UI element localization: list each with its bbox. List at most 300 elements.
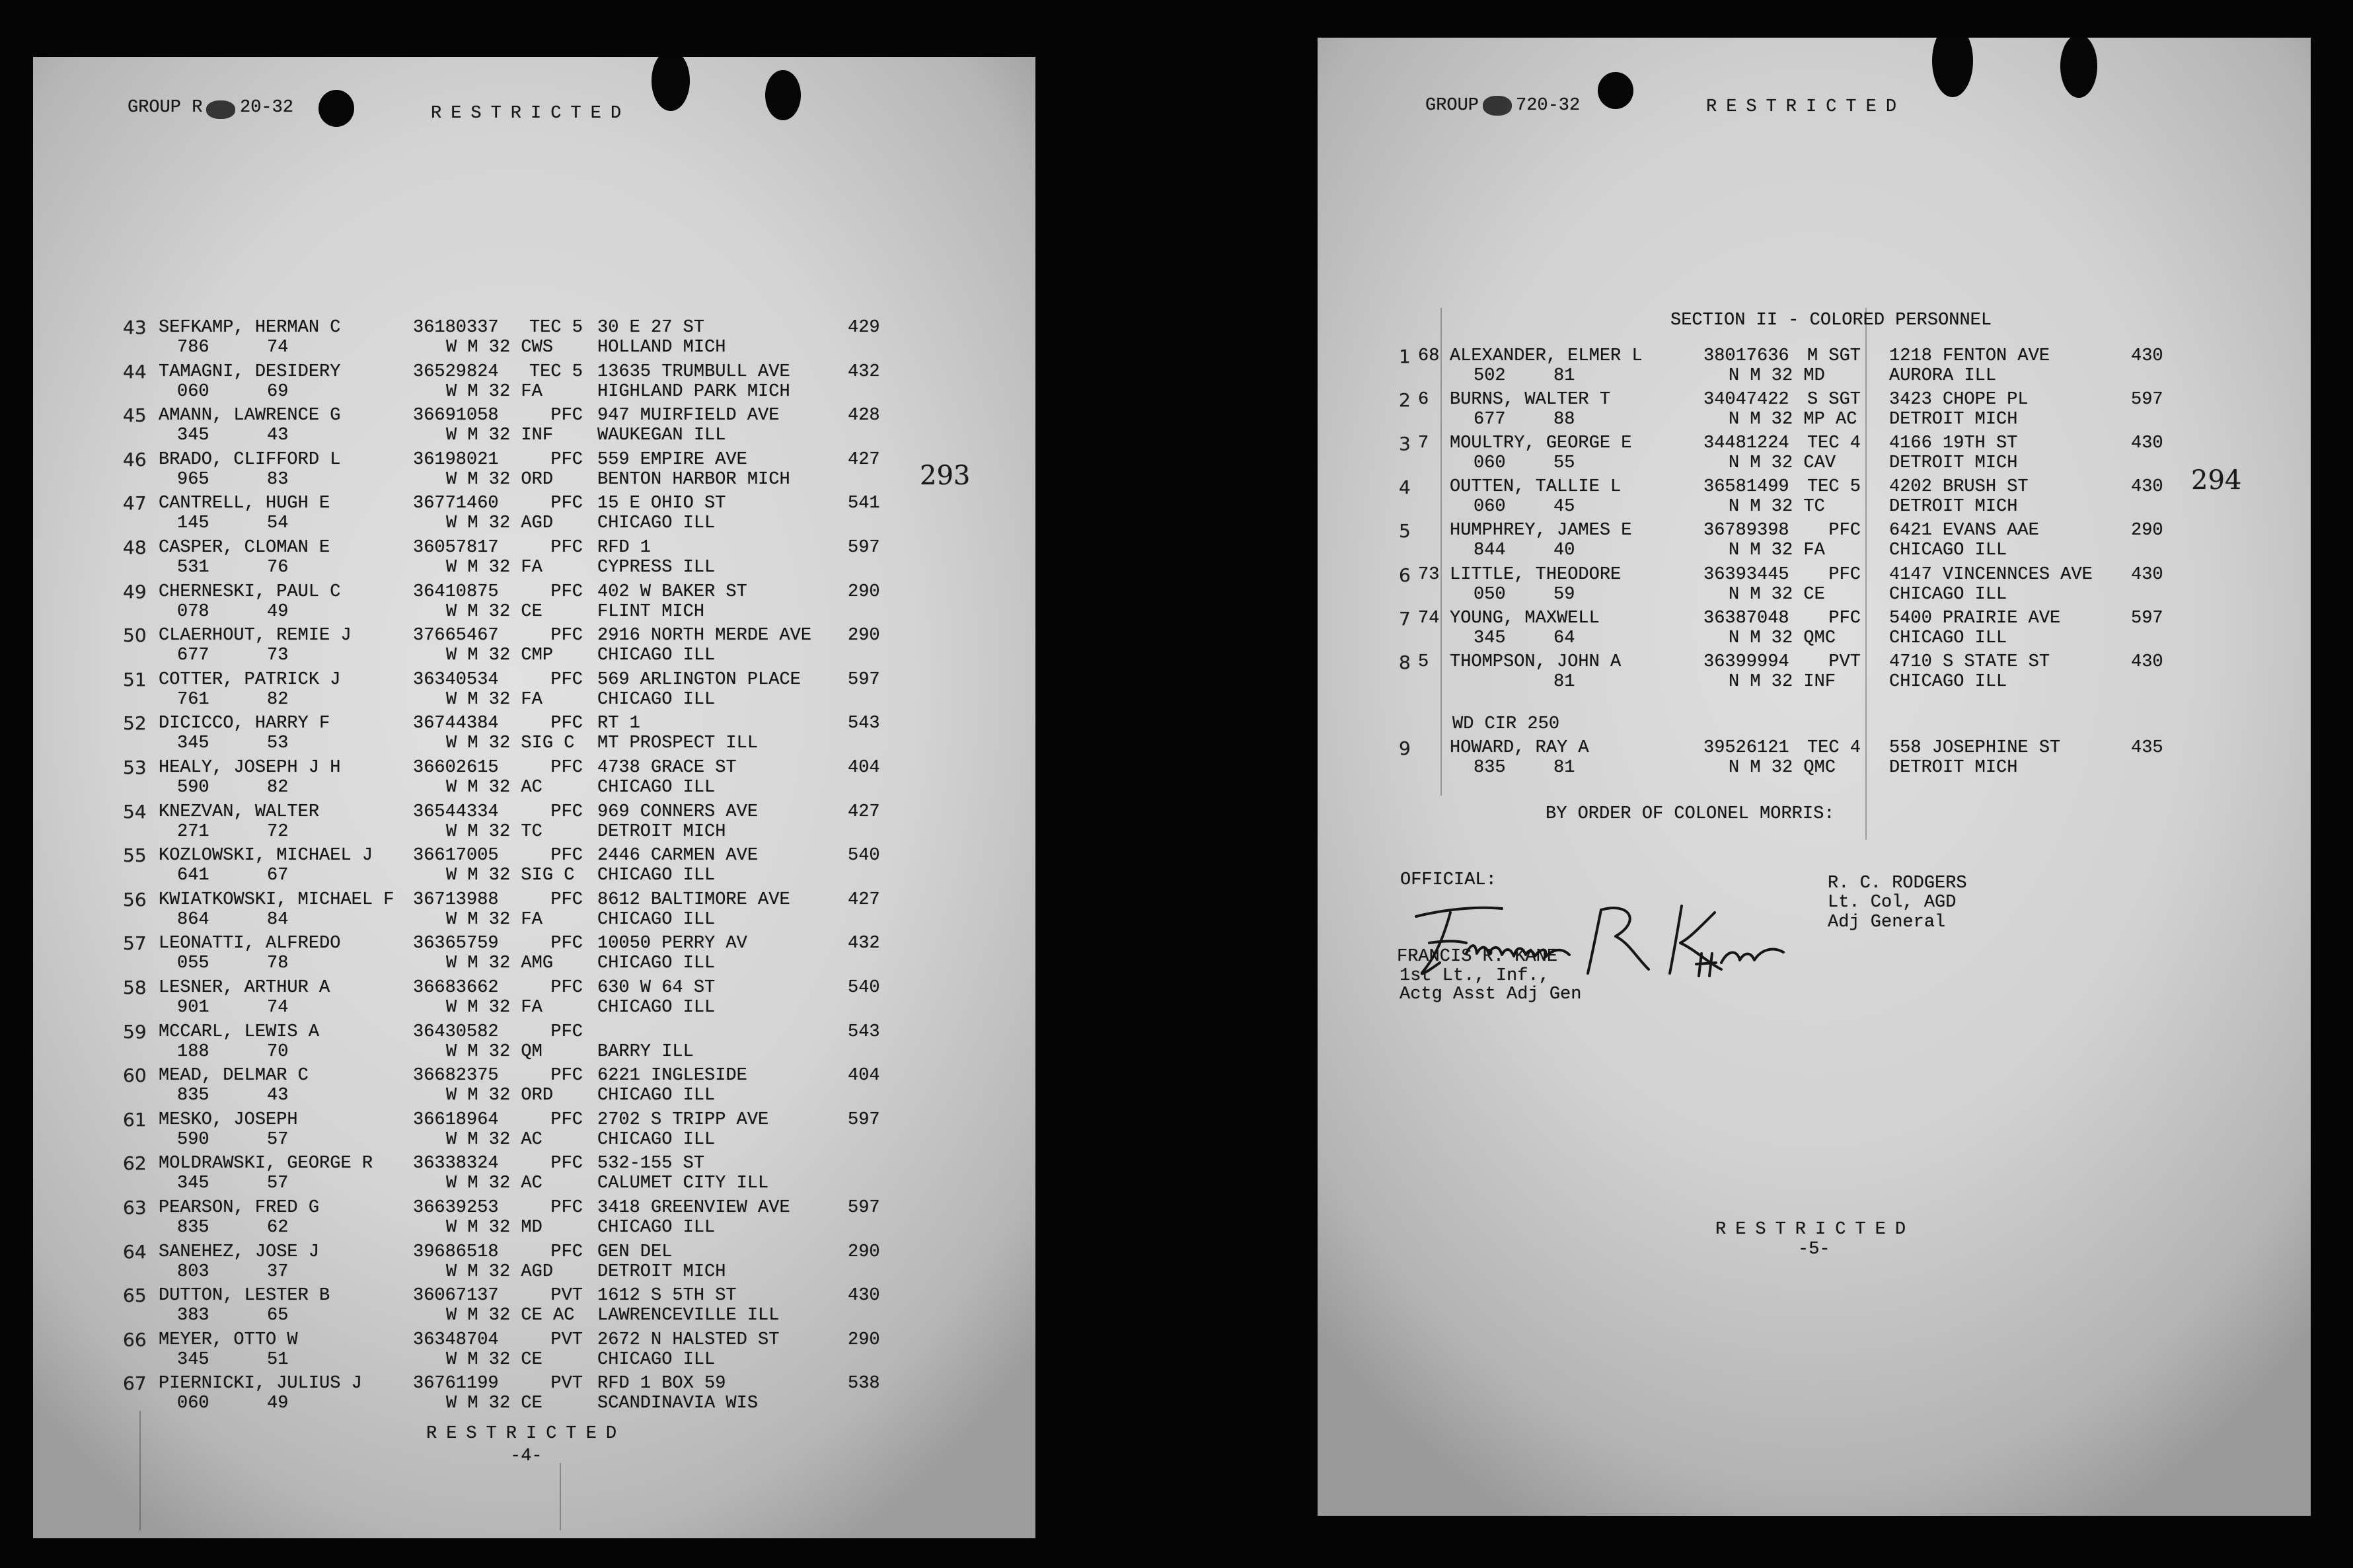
grade: PFC [1828,521,1861,541]
address-line-2: DETROIT MICH [597,1261,726,1282]
roster-row [33,1328,1035,1371]
roster-page-right [1318,38,2311,1516]
destination-code: 430 [2131,564,2163,585]
code-b: 62 [267,1218,289,1238]
soldier-name: TAMAGNI, DESIDERY [159,361,341,382]
column-rule [139,1411,141,1530]
soldier-name: CLAERHOUT, REMIE J [159,626,352,646]
row-number: 1 [1399,346,1411,367]
serial-number: 36581499 [1703,477,1789,498]
code-a: 965 [177,469,209,490]
serial-number: 36771460 [413,494,499,514]
roster-row [33,404,1035,447]
row-number: 66 [123,1328,147,1351]
code-a: 345 [177,426,209,446]
destination-code: 540 [848,846,880,866]
unit-code: N M 32 CE [1729,584,1825,605]
grade: PFC [550,1066,583,1086]
code-b: 43 [267,1086,289,1106]
roster-row [33,888,1035,931]
soldier-name: AMANN, LAWRENCE G [159,406,341,426]
row-number: 48 [123,537,147,558]
unit-code: W M 32 QM [446,1041,542,1062]
grade: TEC 5 [1807,477,1861,498]
unit-code: W M 32 AC [446,1129,542,1150]
row-number: 7 [1399,607,1411,630]
roster-row [1318,607,2311,650]
address-line-2: SCANDINAVIA WIS [597,1394,759,1414]
address-line-1: 559 EMPIRE AVE [597,449,747,470]
address-line-1: 2916 NORTH MERDE AVE [597,626,812,646]
address-line-1: 4710 S STATE ST [1889,652,2050,672]
roster-row [33,319,1035,359]
serial-number: 39686518 [413,1242,499,1262]
roster-row [1318,391,2311,431]
group-header-number: 20-32 [240,98,294,118]
grade: TEC 5 [529,318,583,338]
code-b: 74 [267,338,289,357]
code-a: 835 [177,1086,209,1106]
address-line-1: RFD 1 [597,538,652,558]
address-line-2: FLINT MICH [597,601,705,622]
unit-code: W M 32 SIG C [446,866,575,886]
destination-code: 597 [848,1198,880,1218]
row-number: 45 [123,404,147,427]
row-number: 2 [1399,389,1411,412]
code-b: 59 [1553,584,1575,605]
destination-code: 597 [2131,608,2163,628]
serial-number: 39526121 [1703,738,1789,758]
code-b: 54 [267,513,289,534]
soldier-name: PEARSON, FRED G [159,1198,320,1218]
restricted-header: RESTRICTED [1706,97,1906,117]
code-b: 53 [267,733,289,754]
code-b: 73 [267,646,289,666]
soldier-name: THOMPSON, JOHN A [1450,652,1622,672]
unit-code: N M 32 TC [1729,497,1825,517]
soldier-name: YOUNG, MAXWELL [1450,608,1600,628]
code-b: 81 [1553,671,1575,692]
address-line-2: WAUKEGAN ILL [597,426,726,446]
roster-row [33,492,1035,535]
unit-code: W M 32 INF [446,426,554,446]
grade: TEC 4 [1807,433,1861,454]
row-number: 52 [123,712,147,735]
grade: PFC [550,1154,583,1174]
grade: TEC 5 [529,361,583,382]
roster-row [1318,566,2311,606]
signer-right-title: Adj General [1828,913,1946,932]
typed-number: 5 [1418,652,1429,672]
row-number: 47 [123,492,147,515]
address-line-1: 5400 PRAIRIE AVE [1889,608,2061,628]
unit-code: N M 32 QMC [1729,628,1836,648]
code-b: 88 [1553,410,1575,430]
roster-row [33,844,1035,887]
serial-number: 34481224 [1703,433,1789,454]
roster-row [1318,522,2311,562]
serial-number: 37665467 [413,626,499,646]
row-number: 56 [123,888,147,911]
roster-row [33,360,1035,403]
grade: PFC [550,449,583,470]
code-b: 43 [267,426,289,446]
serial-number: 36365759 [413,934,499,954]
unit-code: W M 32 FA [446,558,542,578]
grade: PFC [550,714,583,734]
address-line-1: 2446 CARMEN AVE [597,846,759,866]
code-a: 803 [177,1261,209,1282]
address-line-2: CHICAGO ILL [1889,628,2007,648]
address-line-1: 969 CONNERS AVE [597,802,759,822]
code-a: 641 [177,866,209,886]
serial-number: 34047422 [1703,390,1789,410]
soldier-name: CHERNESKI, PAUL C [159,581,341,602]
unit-code: N M 32 MP AC [1729,410,1857,430]
roster-row [33,448,1035,491]
address-line-2: CHICAGO ILL [597,513,716,534]
soldier-name: SEFKAMP, HERMAN C [159,318,341,338]
row-number: 67 [123,1372,147,1395]
grade: PFC [550,494,583,514]
soldier-name: MESKO, JOSEPH [159,1109,298,1130]
roster-row [33,539,1035,579]
destination-code: 290 [2131,521,2163,541]
grade: PFC [550,934,583,954]
ink-smudge [206,100,235,119]
page-number: -5- [1798,1240,1830,1259]
unit-code: W M 32 SIG C [446,733,575,754]
destination-code: 430 [848,1286,880,1306]
code-b: 49 [267,1394,289,1414]
serial-number: 36683662 [413,978,499,998]
address-line-1: 10050 PERRY AV [597,934,747,954]
grade: TEC 4 [1807,738,1861,758]
code-a: 055 [177,953,209,974]
roster-row [33,580,1035,623]
destination-code: 430 [2131,433,2163,454]
code-b: 81 [1553,758,1575,778]
group-header-number: 720-32 [1516,96,1581,116]
address-line-1: 30 E 27 ST [597,318,705,338]
serial-number: 36761199 [413,1374,499,1394]
code-b: 40 [1553,541,1575,561]
roster-row [33,1240,1035,1283]
unit-code: W M 32 ORD [446,1086,554,1106]
destination-code: 543 [848,1022,880,1042]
signer-left-name: FRANCIS R. KANE [1397,947,1558,967]
destination-code: 540 [848,978,880,998]
row-number: 60 [123,1064,147,1087]
roster-row [33,1199,1035,1239]
address-line-2: CALUMET CITY ILL [597,1174,769,1194]
unit-code: W M 32 CE [446,601,542,622]
group-header: GROUP [1425,96,1479,116]
roster-row [33,1020,1035,1063]
unit-code: W M 32 CE AC [446,1306,575,1326]
roster-row [33,1372,1035,1415]
page-stamp: 293 [920,461,971,491]
unit-code: W M 32 AGD [446,513,554,534]
destination-code: 538 [848,1374,880,1394]
destination-code: 432 [848,934,880,954]
destination-code: 427 [848,802,880,822]
serial-number: 36410875 [413,581,499,602]
address-line-1: 1612 S 5TH ST [597,1286,737,1306]
grade: PFC [550,1198,583,1218]
address-line-1: 4147 VINCENNCES AVE [1889,564,2093,585]
signer-right-rank: Lt. Col, AGD [1828,893,1957,913]
binder-hole-icon [2060,38,2097,98]
destination-code: 597 [848,538,880,558]
code-b: 49 [267,601,289,622]
address-line-2: CHICAGO ILL [597,689,716,710]
unit-code: W M 32 TC [446,821,542,842]
row-number: 61 [123,1108,147,1131]
code-b: 74 [267,998,289,1018]
address-line-2: CHICAGO ILL [597,778,716,798]
destination-code: 430 [2131,652,2163,672]
address-line-1: 6221 INGLESIDE [597,1066,747,1086]
address-line-2: AURORA ILL [1889,366,1997,386]
code-a: 761 [177,689,209,710]
soldier-name: MEAD, DELMAR C [159,1066,309,1086]
soldier-name: CASPER, CLOMAN E [159,538,330,558]
unit-code: W M 32 AC [446,778,542,798]
soldier-name: LEONATTI, ALFREDO [159,934,341,954]
soldier-name: ALEXANDER, ELMER L [1450,346,1643,366]
serial-number: 36338324 [413,1154,499,1174]
roster-row [33,668,1035,711]
roster-row [1318,435,2311,474]
group-header: GROUP R [128,98,203,118]
code-b: 82 [267,778,289,798]
address-line-1: 4202 BRUSH ST [1889,477,2029,498]
address-line-1: 13635 TRUMBULL AVE [597,361,790,382]
row-number: 50 [123,624,147,647]
address-line-2: HIGHLAND PARK MICH [597,381,790,402]
roster-row [33,712,1035,755]
code-b: 81 [1553,366,1575,386]
destination-code: 432 [848,361,880,382]
code-a: 590 [177,1129,209,1150]
grade: PFC [550,1242,583,1262]
grade: PFC [550,846,583,866]
section-title: SECTION II - COLORED PERSONNEL [1670,311,1992,330]
signer-left-rank: 1st Lt., Inf., [1400,966,1550,986]
soldier-name: HUMPHREY, JAMES E [1450,521,1632,541]
row-number: 54 [123,800,147,823]
soldier-name: MOLDRAWSKI, GEORGE R [159,1154,373,1174]
code-a: 835 [177,1218,209,1238]
roster-row [1318,478,2311,518]
destination-code: 290 [848,1242,880,1262]
code-a: 677 [177,646,209,666]
row-number: 9 [1399,737,1411,759]
typed-number: 73 [1418,564,1440,585]
grade: M SGT [1807,346,1861,366]
binder-hole-icon [1932,38,1973,97]
grade: PFC [550,889,583,910]
serial-number: 36340534 [413,669,499,690]
address-line-2: CHICAGO ILL [597,646,716,666]
address-line-2: BENTON HARBOR MICH [597,469,790,490]
code-b: 78 [267,953,289,974]
row-number: 46 [123,448,147,470]
address-line-1: 1218 FENTON AVE [1889,346,2050,366]
serial-number: 36617005 [413,846,499,866]
serial-number: 36639253 [413,1198,499,1218]
code-b: 65 [267,1306,289,1326]
by-order-line: BY ORDER OF COLONEL MORRIS: [1546,804,1835,824]
code-a: 835 [1474,758,1506,778]
unit-code: N M 32 FA [1729,541,1825,561]
grade: PVT [1828,652,1861,672]
code-a: 383 [177,1306,209,1326]
unit-code: N M 32 QMC [1729,758,1836,778]
address-line-1: 630 W 64 ST [597,978,716,998]
soldier-name: SANEHEZ, JOSE J [159,1242,320,1262]
typed-number: 6 [1418,390,1429,410]
serial-number: 36393445 [1703,564,1789,585]
grade: PFC [1828,608,1861,628]
code-a: 901 [177,998,209,1018]
address-line-1: RT 1 [597,714,640,734]
soldier-name: CANTRELL, HUGH E [159,494,330,514]
address-line-2: DETROIT MICH [1889,410,2018,430]
signer-left-title: Actg Asst Adj Gen [1400,985,1582,1004]
soldier-name: MEYER, OTTO W [159,1329,298,1350]
serial-number: 36544334 [413,802,499,822]
unit-code: W M 32 AMG [446,953,554,974]
destination-code: 429 [848,318,880,338]
unit-code: W M 32 FA [446,998,542,1018]
roster-row [33,1064,1035,1107]
grade: PVT [550,1374,583,1394]
address-line-2: CHICAGO ILL [597,953,716,974]
destination-code: 597 [848,1109,880,1130]
serial-number: 36348704 [413,1329,499,1350]
serial-number: 36198021 [413,449,499,470]
row-number: 43 [123,317,147,338]
code-a: 677 [1474,410,1506,430]
address-line-2: DETROIT MICH [597,821,726,842]
code-b: 84 [267,909,289,930]
unit-code: N M 32 MD [1729,366,1825,386]
roster-row [33,979,1035,1019]
address-line-1: 532-155 ST [597,1154,705,1174]
code-a: 271 [177,821,209,842]
code-a: 060 [1474,497,1506,517]
grade: PFC [550,581,583,602]
code-b: 83 [267,469,289,490]
grade: PFC [550,626,583,646]
row-number: 59 [123,1020,147,1043]
code-a: 050 [1474,584,1506,605]
address-line-1: RFD 1 BOX 59 [597,1374,726,1394]
row-number: 55 [123,844,147,867]
serial-number: 36399994 [1703,652,1789,672]
address-line-2: DETROIT MICH [1889,453,2018,474]
roster-row [33,1287,1035,1327]
address-line-1: GEN DEL [597,1242,673,1262]
grade: PFC [550,1109,583,1130]
code-b: 55 [1553,453,1575,474]
page-stamp: 294 [2191,465,2242,496]
row-number: 53 [123,757,147,778]
code-a: 060 [177,1394,209,1414]
code-b: 64 [1553,628,1575,648]
roster-row [33,1152,1035,1195]
unit-code: W M 32 CMP [446,646,554,666]
restricted-header: RESTRICTED [431,104,631,124]
soldier-name: LITTLE, THEODORE [1450,564,1622,585]
serial-number: 38017636 [1703,346,1789,366]
serial-number: 36713988 [413,889,499,910]
address-line-1: 569 ARLINGTON PLACE [597,669,801,690]
row-number: 3 [1399,433,1411,455]
soldier-name: MOULTRY, GEORGE E [1450,433,1632,454]
code-b: 37 [267,1261,289,1282]
address-line-1: 3423 CHOPE PL [1889,390,2029,410]
address-line-2: CYPRESS ILL [597,558,716,578]
destination-code: 404 [848,1066,880,1086]
row-number: 62 [123,1152,147,1175]
address-line-2: CHICAGO ILL [597,1086,716,1106]
address-line-2: CHICAGO ILL [1889,541,2007,561]
row-number: 64 [123,1240,147,1263]
code-a: 345 [177,733,209,754]
address-line-2: CHICAGO ILL [1889,671,2007,692]
code-b: 76 [267,558,289,578]
destination-code: 430 [2131,346,2163,366]
grade: PVT [550,1329,583,1350]
serial-number: 36529824 [413,361,499,382]
address-line-1: 947 MUIRFIELD AVE [597,406,780,426]
destination-code: 597 [848,669,880,690]
code-b: 67 [267,866,289,886]
roster-row [33,932,1035,975]
code-b: 72 [267,821,289,842]
grade: PFC [550,1022,583,1042]
destination-code: 290 [848,1329,880,1350]
code-a: 502 [1474,366,1506,386]
serial-number: 36744384 [413,714,499,734]
serial-number: 36067137 [413,1286,499,1306]
address-line-2: BARRY ILL [597,1041,694,1062]
code-a: 844 [1474,541,1506,561]
typed-number: 68 [1418,346,1440,366]
row-number: 44 [123,360,147,383]
address-line-1: 8612 BALTIMORE AVE [597,889,790,910]
destination-code: 430 [2131,477,2163,498]
row-number: 63 [123,1197,147,1218]
typed-number: 74 [1418,608,1440,628]
unit-code: N M 32 INF [1729,671,1836,692]
unit-code: W M 32 AC [446,1174,542,1194]
address-line-2: CHICAGO ILL [597,909,716,930]
roster-row [33,759,1035,799]
soldier-name: KWIATKOWSKI, MICHAEL F [159,889,394,910]
code-a: 345 [177,1349,209,1370]
soldier-name: BURNS, WALTER T [1450,390,1611,410]
roster-row [33,800,1035,843]
unit-code: W M 32 ORD [446,469,554,490]
row-number: 4 [1399,476,1411,499]
row-number: 5 [1399,520,1411,542]
code-a: 060 [1474,453,1506,474]
address-line-1: 4738 GRACE ST [597,758,737,778]
